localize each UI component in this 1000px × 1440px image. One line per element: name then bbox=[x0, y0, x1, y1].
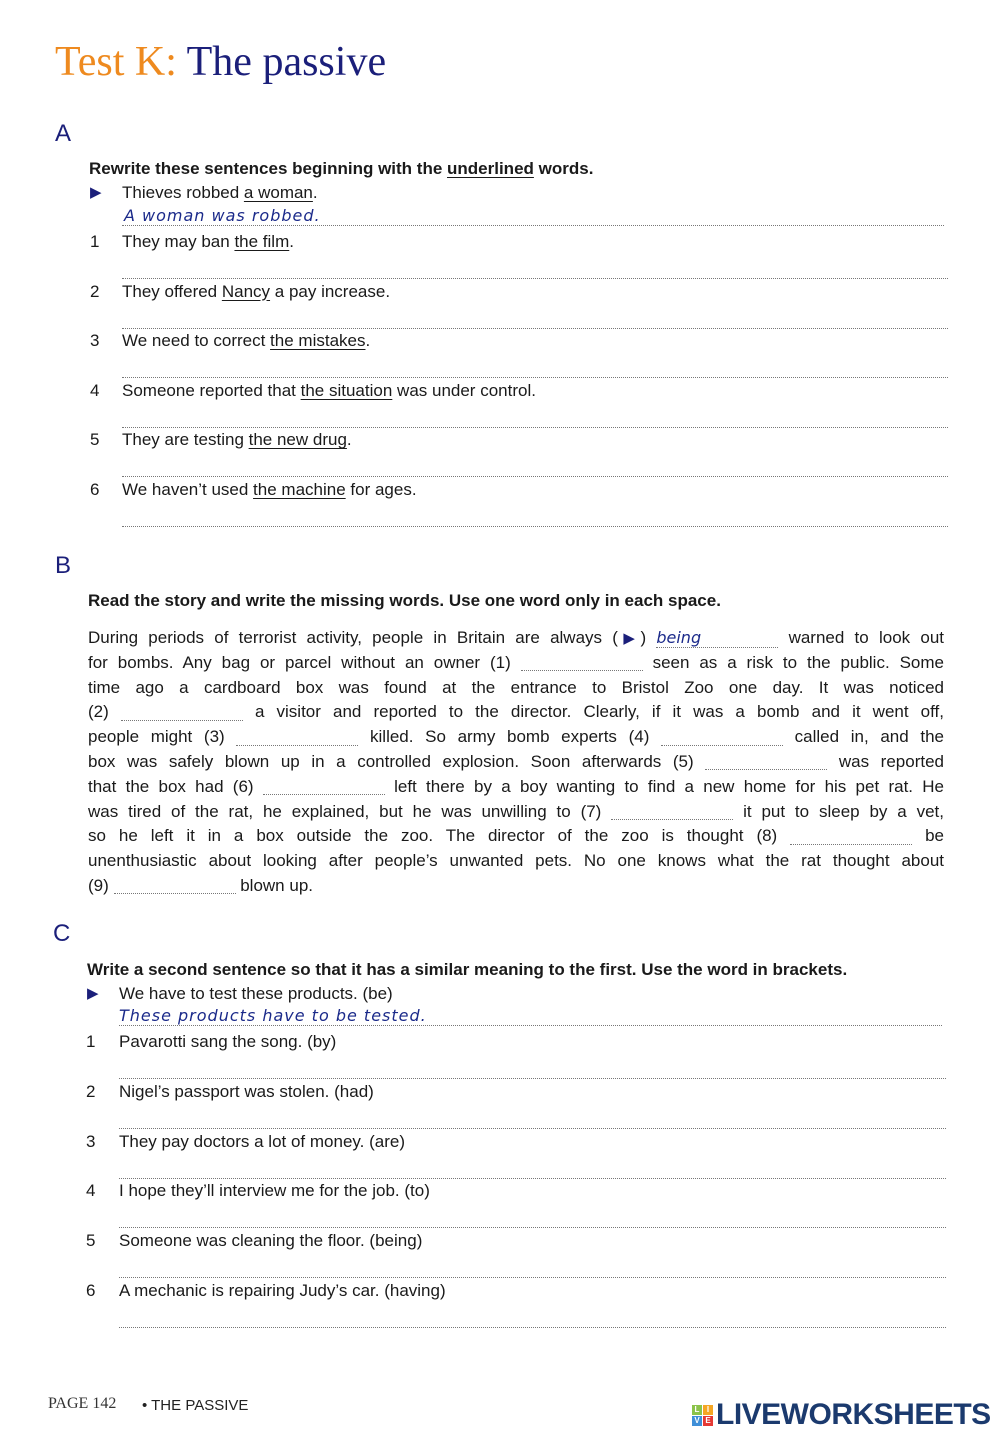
gap-input-6[interactable] bbox=[263, 780, 385, 795]
answer-input[interactable] bbox=[119, 1205, 946, 1228]
story-text-segment: time ago a cardboard box was found at the entrance to Bristol Zoo one day. It was noticed bbox=[88, 677, 944, 697]
story-text-segment: blown up. bbox=[235, 875, 313, 895]
item-number: 5 bbox=[90, 430, 100, 450]
example-sentence: We have to test these products. (be) bbox=[119, 984, 393, 1003]
story-text-segment: it put to sleep by a vet, bbox=[733, 801, 945, 821]
story-text-segment: During periods of terrorist activity, people in Britain are always ( bbox=[88, 628, 618, 647]
item-number: 3 bbox=[90, 331, 100, 351]
underlined-words: the machine bbox=[253, 480, 346, 499]
story-text-segment: a visitor and reported to the director. Clearly, if it was a bomb and it went off, bbox=[242, 702, 944, 722]
item-sentence bbox=[122, 232, 294, 252]
story-text-segment: called in, and the bbox=[783, 727, 944, 747]
sentence-text: . bbox=[365, 331, 371, 351]
story-text-segment: was tired of the rat, he explained, but he was unwilling to (7) bbox=[88, 801, 612, 821]
sentence-text: . bbox=[289, 232, 294, 251]
item-number: 4 bbox=[90, 380, 100, 400]
item-sentence: Pavarotti sang the song. (by) bbox=[119, 1032, 337, 1051]
example-sentence bbox=[122, 183, 318, 203]
story-text-segment: be bbox=[912, 826, 944, 846]
sentence-text: a pay increase. bbox=[270, 281, 391, 301]
sentence-text: We need to correct bbox=[122, 331, 271, 351]
item-sentence bbox=[122, 430, 352, 450]
gap-input-8[interactable] bbox=[790, 830, 912, 845]
answer-input[interactable] bbox=[119, 1106, 946, 1129]
answer-input[interactable] bbox=[122, 355, 948, 378]
item-sentence bbox=[122, 282, 390, 302]
answer-line bbox=[122, 225, 944, 226]
section-b-heading: B bbox=[55, 552, 72, 579]
logo-letter: I bbox=[703, 1405, 713, 1415]
item-sentence bbox=[122, 480, 417, 500]
sentence-text: Someone reported that bbox=[122, 380, 301, 400]
answer-input[interactable] bbox=[119, 1156, 946, 1179]
story-text-segment: was reported bbox=[827, 751, 944, 771]
title-main: The passive bbox=[186, 39, 387, 85]
story-line bbox=[88, 824, 944, 849]
gap-input-7[interactable] bbox=[611, 805, 733, 820]
story-text bbox=[88, 626, 944, 899]
story-text-segment: box was safely blown up in a controlled explosion. Soon afterwards (5) bbox=[88, 751, 706, 771]
item-sentence: They pay doctors a lot of money. (are) bbox=[119, 1131, 405, 1151]
page-title bbox=[55, 38, 386, 86]
underlined-words: the mistakes bbox=[270, 331, 366, 351]
story-line bbox=[88, 676, 944, 701]
story-text-segment: killed. So army bomb experts (4) bbox=[358, 727, 662, 747]
sentence-text: for ages. bbox=[345, 480, 417, 499]
sentence-text: We haven’t used bbox=[122, 480, 254, 499]
item-number: 5 bbox=[86, 1231, 96, 1251]
gap-input-1[interactable] bbox=[521, 656, 643, 671]
item-number: 1 bbox=[86, 1032, 96, 1051]
example-arrow-icon: ▶ bbox=[87, 985, 99, 1002]
item-number: 6 bbox=[90, 480, 100, 499]
section-c-instruction: Write a second sentence so that it has a similar meaning to the first. Use the word in brackets. bbox=[87, 960, 848, 979]
gap-input-2[interactable] bbox=[121, 706, 243, 721]
sentence-text: . bbox=[312, 183, 318, 202]
gap-input-5[interactable] bbox=[705, 755, 827, 770]
answer-input[interactable] bbox=[122, 405, 948, 428]
item-sentence bbox=[122, 381, 536, 401]
liveworksheets-logo bbox=[692, 1398, 991, 1432]
story-text-segment: ) bbox=[640, 628, 657, 647]
item-number: 2 bbox=[86, 1081, 96, 1101]
logo-letter: L bbox=[692, 1405, 702, 1415]
item-number: 4 bbox=[86, 1181, 96, 1201]
section-c-heading: C bbox=[53, 920, 71, 947]
logo-text: LIVEWORKSHEETS bbox=[716, 1398, 991, 1431]
item-sentence: Nigel’s passport was stolen. (had) bbox=[119, 1081, 374, 1101]
example-answer: These products have to be tested. bbox=[119, 1006, 427, 1025]
story-line bbox=[88, 725, 944, 750]
instruction-underlined: underlined bbox=[447, 159, 534, 178]
title-prefix: Test K: bbox=[55, 39, 177, 85]
item-sentence: A mechanic is repairing Judy’s car. (having) bbox=[119, 1281, 446, 1300]
section-a-instruction bbox=[89, 159, 593, 179]
story-line bbox=[88, 626, 944, 651]
sentence-text: They are testing bbox=[122, 430, 249, 450]
footer-section: • THE PASSIVE bbox=[142, 1397, 249, 1414]
item-sentence bbox=[122, 331, 370, 351]
story-text-segment: warned to look out bbox=[778, 628, 944, 647]
sentence-text: They may ban bbox=[122, 232, 235, 251]
answer-input[interactable] bbox=[119, 1056, 946, 1079]
example-answer: A woman was robbed. bbox=[124, 206, 321, 225]
story-text-segment: (2) bbox=[88, 702, 121, 722]
underlined-words: Nancy bbox=[221, 281, 271, 301]
gap-input-3[interactable] bbox=[236, 731, 358, 746]
answer-input[interactable] bbox=[119, 1255, 946, 1278]
item-sentence: Someone was cleaning the floor. (being) bbox=[119, 1231, 423, 1251]
story-text-segment: (9) bbox=[88, 875, 114, 895]
sentence-text: was under control. bbox=[392, 380, 536, 400]
section-b-instruction: Read the story and write the missing words. Use one word only in each space. bbox=[88, 591, 721, 610]
story-text-segment: left there by a boy wanting to find a new home for his pet rat. He bbox=[384, 776, 944, 796]
story-line bbox=[88, 775, 944, 800]
item-number: 6 bbox=[86, 1281, 96, 1300]
sentence-text: They offered bbox=[122, 281, 222, 301]
story-line bbox=[88, 874, 944, 899]
logo-icon bbox=[692, 1405, 713, 1426]
underlined-words: the new drug bbox=[248, 430, 347, 450]
story-text-segment: so he left it in a box outside the zoo. The director of the zoo is thought (8) bbox=[88, 826, 791, 846]
story-text-segment: unenthusiastic about looking after people’s unwanted pets. No one knows what the rat thought about bbox=[88, 851, 944, 871]
story-line bbox=[88, 651, 944, 676]
story-line bbox=[88, 800, 944, 825]
story-line bbox=[88, 700, 944, 725]
item-sentence: I hope they’ll interview me for the job. (to) bbox=[119, 1181, 430, 1201]
example-arrow-icon: ▶ bbox=[617, 630, 641, 647]
answer-input[interactable] bbox=[122, 454, 948, 477]
example-arrow-icon: ▶ bbox=[90, 184, 102, 201]
item-number: 2 bbox=[90, 281, 100, 301]
story-text-segment: seen as a risk to the public. Some bbox=[642, 652, 944, 672]
story-text-segment: people might (3) bbox=[88, 727, 237, 747]
item-number: 3 bbox=[86, 1131, 96, 1151]
sentence-text: Thieves robbed bbox=[122, 183, 244, 202]
answer-line bbox=[119, 1025, 942, 1026]
sentence-text: . bbox=[346, 430, 352, 450]
story-text-segment: for bombs. Any bag or parcel without an owner (1) bbox=[88, 652, 521, 672]
answer-input[interactable] bbox=[122, 256, 948, 279]
page-number: PAGE 142 bbox=[48, 1395, 117, 1412]
underlined-words: a woman bbox=[243, 183, 313, 202]
logo-letter: E bbox=[703, 1416, 713, 1426]
story-line bbox=[88, 849, 944, 874]
section-a-heading: A bbox=[55, 120, 72, 147]
underlined-words: the film bbox=[234, 232, 290, 251]
story-line bbox=[88, 750, 944, 775]
answer-input[interactable] bbox=[122, 306, 948, 329]
instruction-text: words. bbox=[533, 159, 594, 178]
gap-input-4[interactable] bbox=[661, 731, 783, 746]
answer-input[interactable] bbox=[119, 1305, 946, 1328]
answer-input[interactable] bbox=[122, 504, 948, 527]
example-answer: being bbox=[656, 629, 778, 648]
story-text-segment: that the box had (6) bbox=[88, 776, 263, 796]
instruction-text: Rewrite these sentences beginning with the bbox=[89, 159, 448, 178]
gap-input-9[interactable] bbox=[114, 879, 236, 894]
underlined-words: the situation bbox=[300, 380, 393, 400]
logo-letter: V bbox=[692, 1416, 702, 1426]
item-number: 1 bbox=[90, 232, 100, 251]
